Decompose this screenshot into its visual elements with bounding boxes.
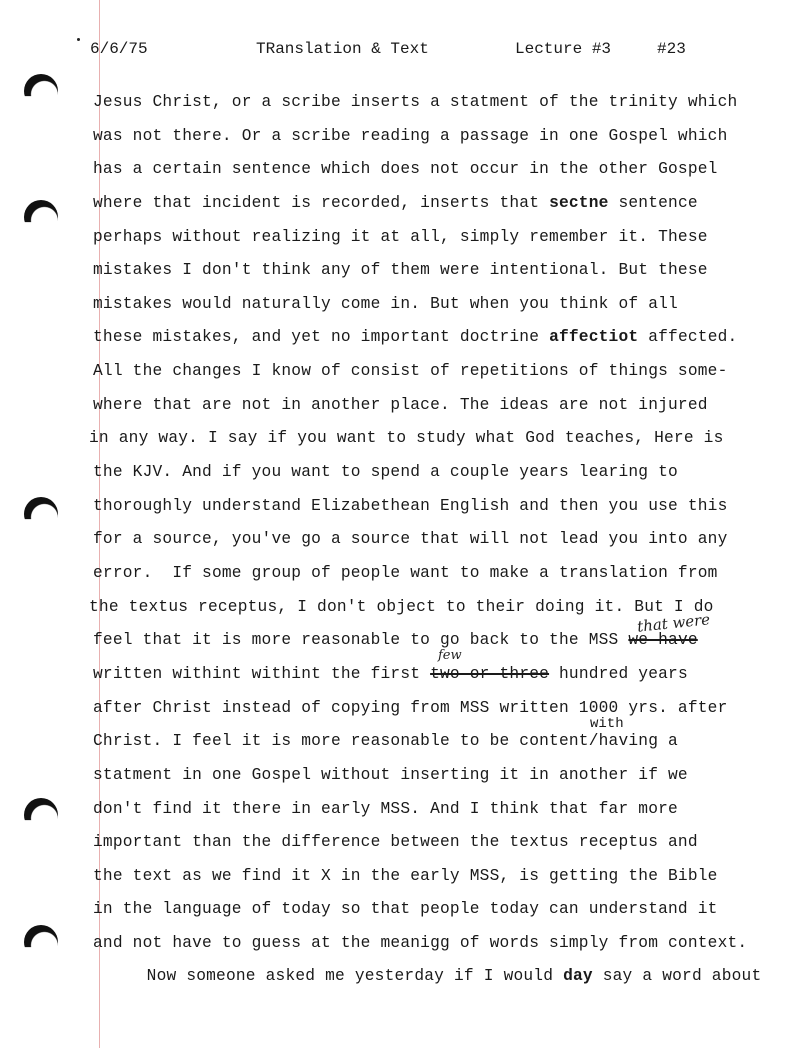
typed-insert: with bbox=[590, 716, 624, 732]
overstruck-word: affectiot bbox=[549, 328, 639, 346]
text-line: the textus receptus, I don't object to their doing it. But I do bbox=[89, 598, 714, 616]
overstruck-word: sectne bbox=[549, 194, 609, 212]
margin-rule bbox=[99, 0, 100, 1048]
text-line: written withint withint the first two or three hundred years bbox=[93, 665, 688, 683]
struck-text: two or three bbox=[430, 665, 550, 683]
header-title: TRanslation & Text bbox=[256, 40, 429, 58]
text-line: after Christ instead of copying from MSS written 1000 yrs. after bbox=[93, 699, 728, 717]
text-line: feel that it is more reasonable to go back to the MSS we have bbox=[93, 631, 698, 649]
header-date: 6/6/75 bbox=[90, 40, 148, 58]
text-line: don't find it there in early MSS. And I think that far more bbox=[93, 800, 678, 818]
struck-text: we have bbox=[628, 631, 698, 649]
text-line: important than the difference between the textus receptus and bbox=[93, 833, 698, 851]
text-line: error. If some group of people want to make a translation from bbox=[93, 564, 718, 582]
text-line: and not have to guess at the meanigg of words simply from context. bbox=[93, 934, 748, 952]
punch-hole bbox=[24, 200, 58, 234]
text-line: All the changes I know of consist of repetitions of things some- bbox=[93, 362, 728, 380]
handwritten-insert: few bbox=[438, 648, 462, 663]
punch-hole bbox=[24, 925, 58, 959]
punch-hole bbox=[24, 497, 58, 531]
text-line: the KJV. And if you want to spend a couple years learing to bbox=[93, 463, 678, 481]
text-line: where that are not in another place. The ideas are not injured bbox=[93, 396, 708, 414]
text-line: for a source, you've go a source that will not lead you into any bbox=[93, 530, 728, 548]
text-line: statment in one Gospel without inserting it in another if we bbox=[93, 766, 688, 784]
page-header bbox=[0, 40, 802, 64]
text-line: these mistakes, and yet no important doctrine affectiot affected. bbox=[93, 328, 738, 346]
header-lecture: Lecture #3 bbox=[515, 40, 612, 58]
text-line: mistakes I don't think any of them were intentional. But these bbox=[93, 261, 708, 279]
text-line: was not there. Or a scribe reading a passage in one Gospel which bbox=[93, 127, 728, 145]
text-line: perhaps without realizing it at all, simply remember it. These bbox=[93, 228, 708, 246]
text-line: the text as we find it X in the early MSS, is getting the Bible bbox=[93, 867, 718, 885]
text-line: where that incident is recorded, inserts that sectne sentence bbox=[93, 194, 698, 212]
handwritten-insert: that were bbox=[636, 610, 711, 636]
text-line: in any way. I say if you want to study what God teaches, Here is bbox=[89, 429, 724, 447]
text-line: in the language of today so that people today can understand it bbox=[93, 900, 718, 918]
punch-hole bbox=[24, 798, 58, 832]
text-line: Jesus Christ, or a scribe inserts a statment of the trinity which bbox=[93, 93, 738, 111]
text-line: mistakes would naturally come in. But when you think of all bbox=[93, 295, 678, 313]
text-line: Now someone asked me yesterday if I would day say a word about bbox=[107, 967, 762, 985]
header-page-number: #23 bbox=[657, 40, 686, 58]
punch-hole bbox=[24, 74, 58, 108]
text-line: thoroughly understand Elizabethean English and then you use this bbox=[93, 497, 728, 515]
overstruck-word: day bbox=[563, 967, 593, 985]
text-line: has a certain sentence which does not occur in the other Gospel bbox=[93, 160, 718, 178]
text-line: Christ. I feel it is more reasonable to be content/having a bbox=[93, 732, 678, 750]
